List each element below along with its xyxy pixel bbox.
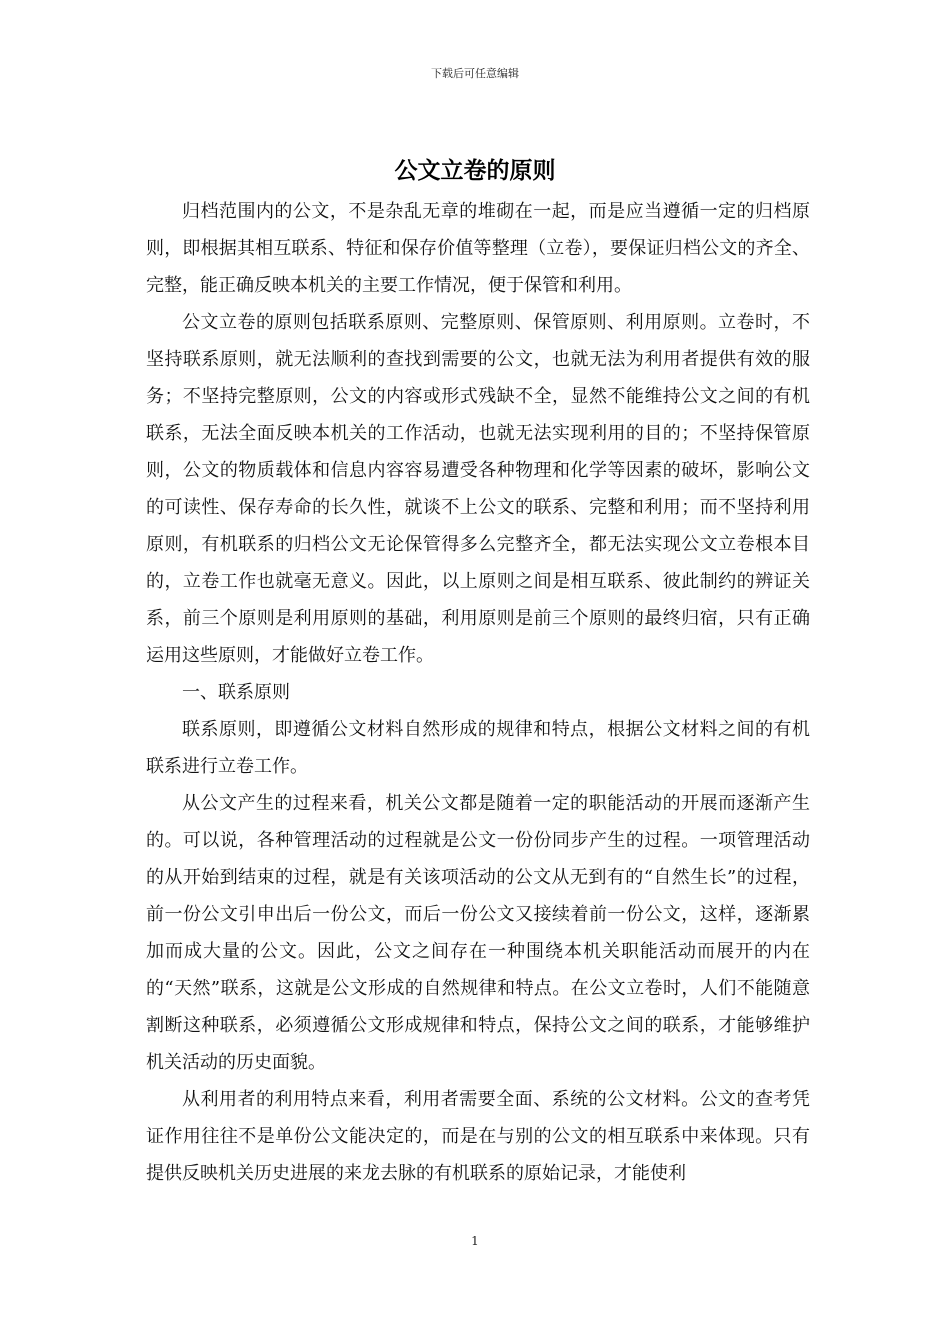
document-title: 公文立卷的原则 [394,157,556,184]
paragraph: 联系原则，即遵循公文材料自然形成的规律和特点，根据公文材料之间的有机联系进行立卷工作。 [146,719,810,777]
section-heading: 一、联系原则 [182,682,290,703]
paragraph: 从公文产生的过程来看，机关公文都是随着一定的职能活动的开展而逐渐产生的。可以说，各种管理活动的过程就是公文一份份同步产生的过程。一项管理活动的从开始到结束的过程，就是有关该项活动的公文从无到有的“自然生长”的过程，前一份公文引申出后一份公文，而后一份公文又接续着前一份公文，这样，逐渐累加而成大量的公文。因此，公文之间存在一种围绕本机关职能活动而展开的内在的“天然”联系，这就是公文形成的自然规律和特点。在公文立卷时，人们不能随意割断这种联系，必须遵循公文形成规律和特点，保持公文之间的联系，才能够维护机关活动的历史面貌。 [146,793,810,1073]
paragraph: 从利用者的利用特点来看，利用者需要全面、系统的公文材料。公文的查考凭证作用往往不是单份公文能决定的，而是在与别的公文的相互联系中来体现。只有提供反映机关历史进展的来龙去脉的有机联系的原始记录，才能使利 [146,1089,810,1184]
paragraph: 归档范围内的公文，不是杂乱无章的堆砌在一起，而是应当遵循一定的归档原则，即根据其相互联系、特征和保存价值等整理（立卷），要保证归档公文的齐全、完整，能正确反映本机关的主要工作情况，便于保管和利用。 [146,201,810,296]
header-note: 下载后可任意编辑 [431,67,519,80]
document-body [146,193,810,1192]
page-number: 1 [471,1234,479,1248]
paragraph: 公文立卷的原则包括联系原则、完整原则、保管原则、利用原则。立卷时，不坚持联系原则，就无法顺利的查找到需要的公文，也就无法为利用者提供有效的服务；不坚持完整原则，公文的内容或形式残缺不全，显然不能维持公文之间的有机联系，无法全面反映本机关的工作活动，也就无法实现利用的目的；不坚持保管原则，公文的物质载体和信息内容容易遭受各种物理和化学等因素的破坏，影响公文的可读性、保存寿命的长久性，就谈不上公文的联系、完整和利用；而不坚持利用原则，有机联系的归档公文无论保管得多么完整齐全，都无法实现公文立卷根本目的，立卷工作也就毫无意义。因此，以上原则之间是相互联系、彼此制约的辨证关系，前三个原则是利用原则的基础，利用原则是前三个原则的最终归宿，只有正确运用这些原则，才能做好立卷工作。 [146,312,810,666]
